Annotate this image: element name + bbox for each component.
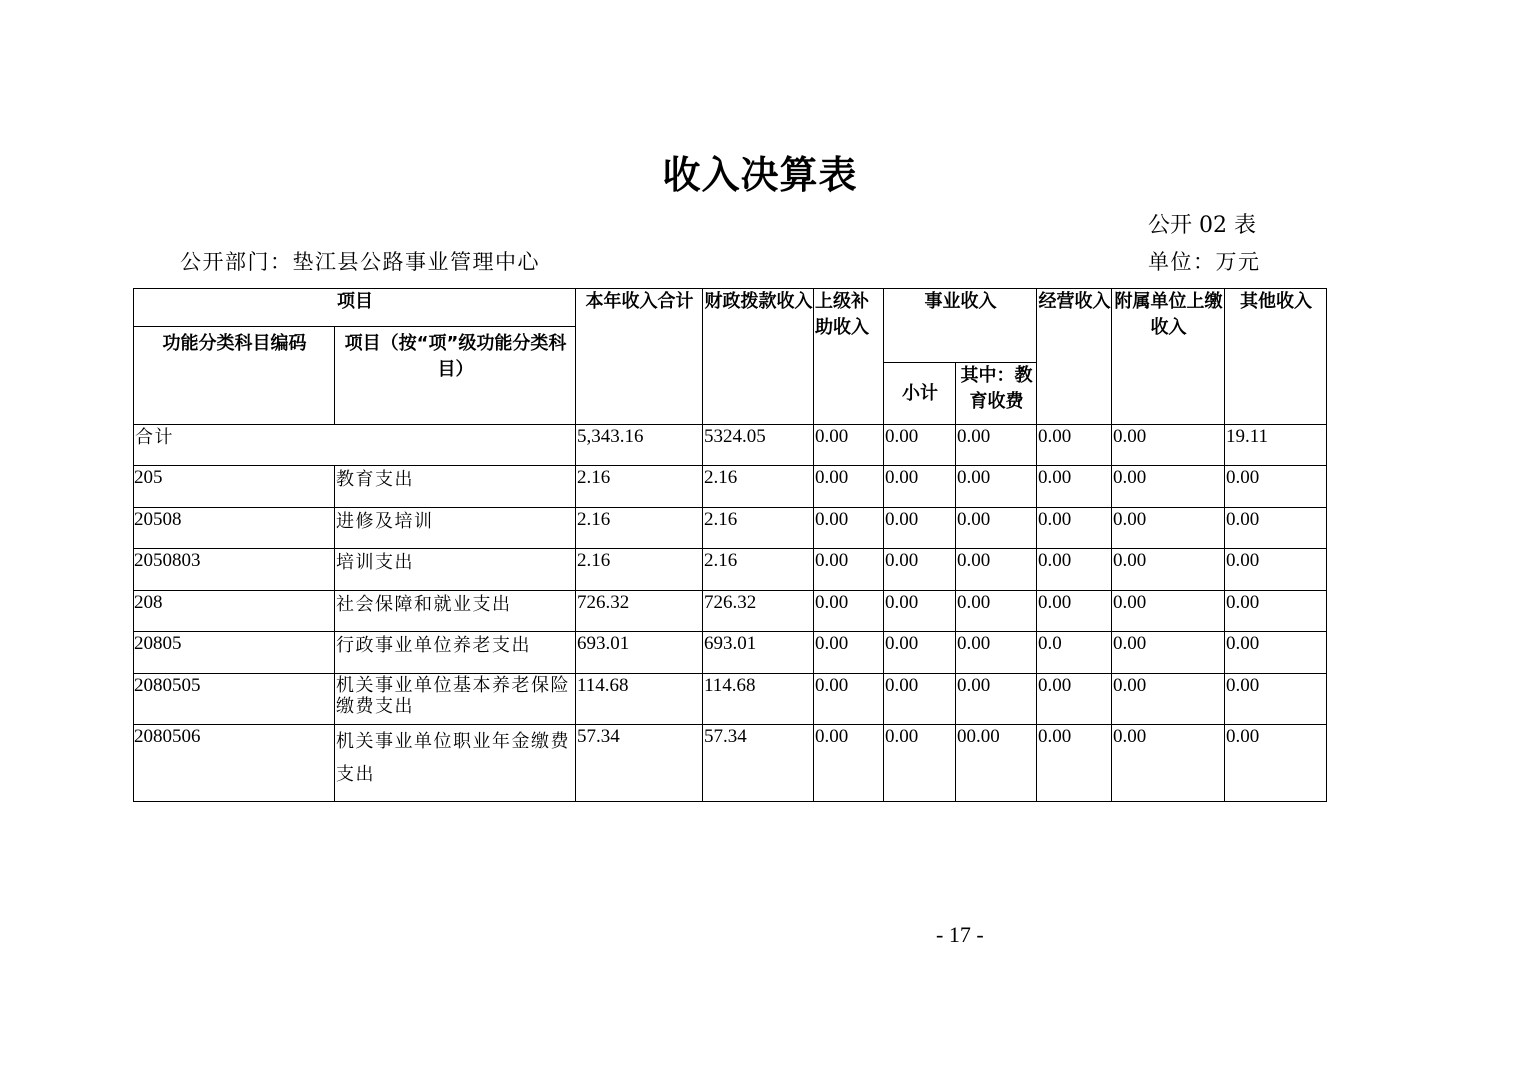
cell-edu-fee: 0.00 bbox=[956, 508, 1037, 549]
header-func-code: 功能分类科目编码 bbox=[134, 327, 335, 425]
cell-fiscal: 57.34 bbox=[703, 725, 814, 802]
cell-operating: 0.00 bbox=[1037, 725, 1112, 802]
cell-code: 20805 bbox=[134, 632, 335, 674]
table-row bbox=[134, 549, 1327, 591]
cell-fiscal: 693.01 bbox=[703, 632, 814, 674]
header-fiscal: 财政拨款收入 bbox=[703, 289, 814, 425]
cell-fiscal: 2.16 bbox=[703, 508, 814, 549]
cell-affiliated: 0.00 bbox=[1112, 425, 1225, 466]
header-other: 其他收入 bbox=[1225, 289, 1327, 425]
cell-total: 726.32 bbox=[576, 591, 703, 632]
cell-superior: 0.00 bbox=[814, 674, 884, 725]
cell-name: 社会保障和就业支出 bbox=[335, 591, 576, 632]
cell-name: 培训支出 bbox=[335, 549, 576, 591]
cell-superior: 0.00 bbox=[814, 725, 884, 802]
cell-code: 20508 bbox=[134, 508, 335, 549]
cell-total: 5,343.16 bbox=[576, 425, 703, 466]
table-row bbox=[134, 725, 1327, 802]
cell-code: 2080505 bbox=[134, 674, 335, 725]
cell-superior: 0.00 bbox=[814, 549, 884, 591]
cell-other: 0.00 bbox=[1225, 549, 1327, 591]
cell-edu-fee: 0.00 bbox=[956, 466, 1037, 508]
cell-affiliated: 0.00 bbox=[1112, 674, 1225, 725]
cell-operating: 0.0 bbox=[1037, 632, 1112, 674]
table-row bbox=[134, 674, 1327, 725]
cell-superior: 0.00 bbox=[814, 591, 884, 632]
cell-operating: 0.00 bbox=[1037, 674, 1112, 725]
cell-operating: 0.00 bbox=[1037, 591, 1112, 632]
cell-other: 19.11 bbox=[1225, 425, 1327, 466]
cell-operating: 0.00 bbox=[1037, 425, 1112, 466]
cell-subtotal: 0.00 bbox=[884, 425, 956, 466]
cell-edu-fee: 00.00 bbox=[956, 725, 1037, 802]
page-title: 收入决算表 bbox=[662, 152, 858, 197]
cell-subtotal: 0.00 bbox=[884, 591, 956, 632]
cell-code: 2080506 bbox=[134, 725, 335, 802]
table-row bbox=[134, 591, 1327, 632]
header-total: 本年收入合计 bbox=[576, 289, 703, 425]
cell-total: 114.68 bbox=[576, 674, 703, 725]
form-number: 公开 02 表 bbox=[1148, 213, 1256, 238]
cell-subtotal: 0.00 bbox=[884, 674, 956, 725]
cell-code: 208 bbox=[134, 591, 335, 632]
header-affiliated: 附属单位上缴收入 bbox=[1112, 289, 1225, 425]
cell-fiscal: 114.68 bbox=[703, 674, 814, 725]
cell-name: 机关事业单位职业年金缴费支出 bbox=[335, 725, 576, 802]
table-row bbox=[134, 632, 1327, 674]
cell-name: 教育支出 bbox=[335, 466, 576, 508]
page-number: - 17 - bbox=[936, 922, 984, 947]
cell-subtotal: 0.00 bbox=[884, 632, 956, 674]
header-operating: 经营收入 bbox=[1037, 289, 1112, 425]
cell-name: 进修及培训 bbox=[335, 508, 576, 549]
cell-superior: 0.00 bbox=[814, 425, 884, 466]
cell-other: 0.00 bbox=[1225, 466, 1327, 508]
cell-superior: 0.00 bbox=[814, 466, 884, 508]
cell-affiliated: 0.00 bbox=[1112, 549, 1225, 591]
cell-code: 205 bbox=[134, 466, 335, 508]
cell-affiliated: 0.00 bbox=[1112, 632, 1225, 674]
cell-affiliated: 0.00 bbox=[1112, 508, 1225, 549]
cell-affiliated: 0.00 bbox=[1112, 466, 1225, 508]
cell-other: 0.00 bbox=[1225, 591, 1327, 632]
table-row-total bbox=[134, 425, 1327, 466]
cell-fiscal: 5324.05 bbox=[703, 425, 814, 466]
header-business: 事业收入 bbox=[884, 289, 1037, 363]
unit-label: 单位：万元 bbox=[1148, 250, 1261, 274]
cell-fiscal: 2.16 bbox=[703, 549, 814, 591]
cell-superior: 0.00 bbox=[814, 632, 884, 674]
cell-total: 2.16 bbox=[576, 508, 703, 549]
cell-other: 0.00 bbox=[1225, 632, 1327, 674]
cell-superior: 0.00 bbox=[814, 508, 884, 549]
cell-affiliated: 0.00 bbox=[1112, 725, 1225, 802]
cell-subtotal: 0.00 bbox=[884, 466, 956, 508]
cell-total: 693.01 bbox=[576, 632, 703, 674]
cell-code: 2050803 bbox=[134, 549, 335, 591]
cell-total: 2.16 bbox=[576, 466, 703, 508]
cell-affiliated: 0.00 bbox=[1112, 591, 1225, 632]
table-row bbox=[134, 508, 1327, 549]
cell-name: 行政事业单位养老支出 bbox=[335, 632, 576, 674]
cell-total: 2.16 bbox=[576, 549, 703, 591]
cell-operating: 0.00 bbox=[1037, 549, 1112, 591]
table-row bbox=[134, 466, 1327, 508]
cell-edu-fee: 0.00 bbox=[956, 591, 1037, 632]
cell-operating: 0.00 bbox=[1037, 508, 1112, 549]
cell-subtotal: 0.00 bbox=[884, 549, 956, 591]
header-superior: 上级补助收入 bbox=[814, 289, 884, 425]
cell-other: 0.00 bbox=[1225, 674, 1327, 725]
department-label: 公开部门：垫江县公路事业管理中心 bbox=[180, 250, 540, 274]
cell-other: 0.00 bbox=[1225, 508, 1327, 549]
header-edu-fee: 其中：教育收费 bbox=[956, 363, 1037, 425]
header-item-name: 项目（按“项”级功能分类科目） bbox=[335, 327, 576, 425]
cell-edu-fee: 0.00 bbox=[956, 425, 1037, 466]
cell-other: 0.00 bbox=[1225, 725, 1327, 802]
total-label: 合计 bbox=[134, 425, 576, 466]
cell-subtotal: 0.00 bbox=[884, 725, 956, 802]
cell-name: 机关事业单位基本养老保险缴费支出 bbox=[335, 674, 576, 725]
cell-total: 57.34 bbox=[576, 725, 703, 802]
cell-subtotal: 0.00 bbox=[884, 508, 956, 549]
cell-fiscal: 2.16 bbox=[703, 466, 814, 508]
cell-edu-fee: 0.00 bbox=[956, 549, 1037, 591]
cell-edu-fee: 0.00 bbox=[956, 674, 1037, 725]
cell-fiscal: 726.32 bbox=[703, 591, 814, 632]
cell-operating: 0.00 bbox=[1037, 466, 1112, 508]
cell-edu-fee: 0.00 bbox=[956, 632, 1037, 674]
income-table bbox=[133, 288, 1327, 802]
header-item: 项目 bbox=[134, 289, 576, 327]
header-subtotal: 小计 bbox=[884, 363, 956, 425]
